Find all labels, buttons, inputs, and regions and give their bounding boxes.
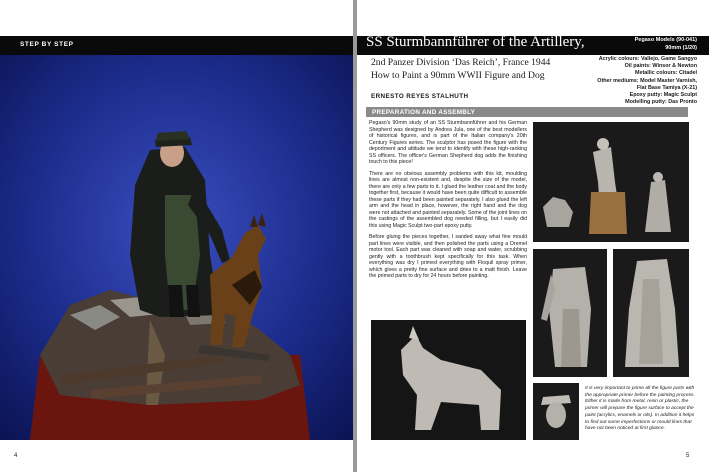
article-body <box>369 120 527 285</box>
material-item: Modelling putty: Das Pronto <box>625 99 697 106</box>
author-byline: ERNESTO REYES STALHUTH <box>371 93 469 100</box>
body-paragraph: Pegaso's 90mm study of an SS Sturmbannführer and his German Shepherd was designed by Andrea Jula, one of the best modellers of historical figures, and is part of the Italian company's 20th Century Figures series. The sculptor has posed the figure with the deportment and attitude we tend to identify with these high-ranking SS officers. The officer's German Shepherd dog adds the finishing touch to this piece! <box>369 120 527 165</box>
subtitle-line-2: How to Paint a 90mm WWII Figure and Dog <box>371 69 545 81</box>
section-tag: STEP BY STEP <box>20 41 74 48</box>
article-subtitle <box>371 57 550 82</box>
torso-part-photo <box>533 249 607 377</box>
right-page-number: 5 <box>686 453 690 459</box>
body-paragraph: There are no obvious assembly problems with this kit, moulding lines are almost non-existent and, despite the size of the model, there are only a few parts to it. I glued the leather coat and the body together first, because it would have been quite difficult to assemble these parts if they had been painted separately. I also glued the left arm and the head in place, however, the right hand and the dog were not attached and painted separately. Some of the joint lines on the castings of the assembled dog needed filling, but I easily did this using Magic Sculpt two-part epoxy putty. <box>369 170 527 229</box>
subtitle-line-1: 2nd Panzer Division ‘Das Reich’, France 1944 <box>371 57 551 68</box>
section-heading-bar <box>366 107 688 117</box>
priming-note: It is very important to prime all the figure parts with the appropriate primer before the painting process. Either it is made from metal, resin or plastic, the primer will prepare the figure surface to accept the paint (acrylics, enamels or oils). In addition it helps to find out some imperfections or mould lines that have not been noticed at first glance. <box>585 386 695 432</box>
main-figure-photo <box>0 55 353 440</box>
left-page-number: 4 <box>14 453 18 459</box>
article-title: SS Sturmbannführer of the Artillery, <box>366 34 585 50</box>
product-info <box>635 37 697 52</box>
product-scale: 90mm (1/20) <box>665 44 697 51</box>
material-item: Metallic colours: Citadel <box>634 70 697 77</box>
coat-part-photo <box>613 249 689 377</box>
section-heading: PREPARATION AND ASSEMBLY <box>372 108 476 116</box>
head-part-photo <box>533 383 579 440</box>
material-item: Oil paints: Winsor & Newton <box>624 63 697 70</box>
primed-parts-photo <box>533 122 689 242</box>
product-code: Pegaso Models (90-041) <box>634 37 697 43</box>
material-item: Flat Base Tamiya (X-21) <box>636 84 697 91</box>
body-paragraph: Before gluing the pieces together, I sanded away what fine mould part lines were visible, and then polished the parts using a Dremel motor tool. Each part was cleaned with soap and water, scrubbing gently with a toothbrush kept specifically for this task. When everything was dry I primed everything with Floquil spray primer, which gives a pretty fine surface and dries to a matt finish. Leave the primed parts to dry for 24 hours before painting. <box>369 234 527 279</box>
material-item: Other mediums: Model Master Varnish, <box>597 77 697 84</box>
materials-list <box>547 56 697 106</box>
spine-gutter <box>353 0 357 472</box>
material-item: Epoxy putty: Magic Sculpt <box>629 92 697 99</box>
dog-casting-photo <box>371 320 526 440</box>
material-item: Acrylic colours: Vallejo, Game Sangyo <box>598 56 697 62</box>
